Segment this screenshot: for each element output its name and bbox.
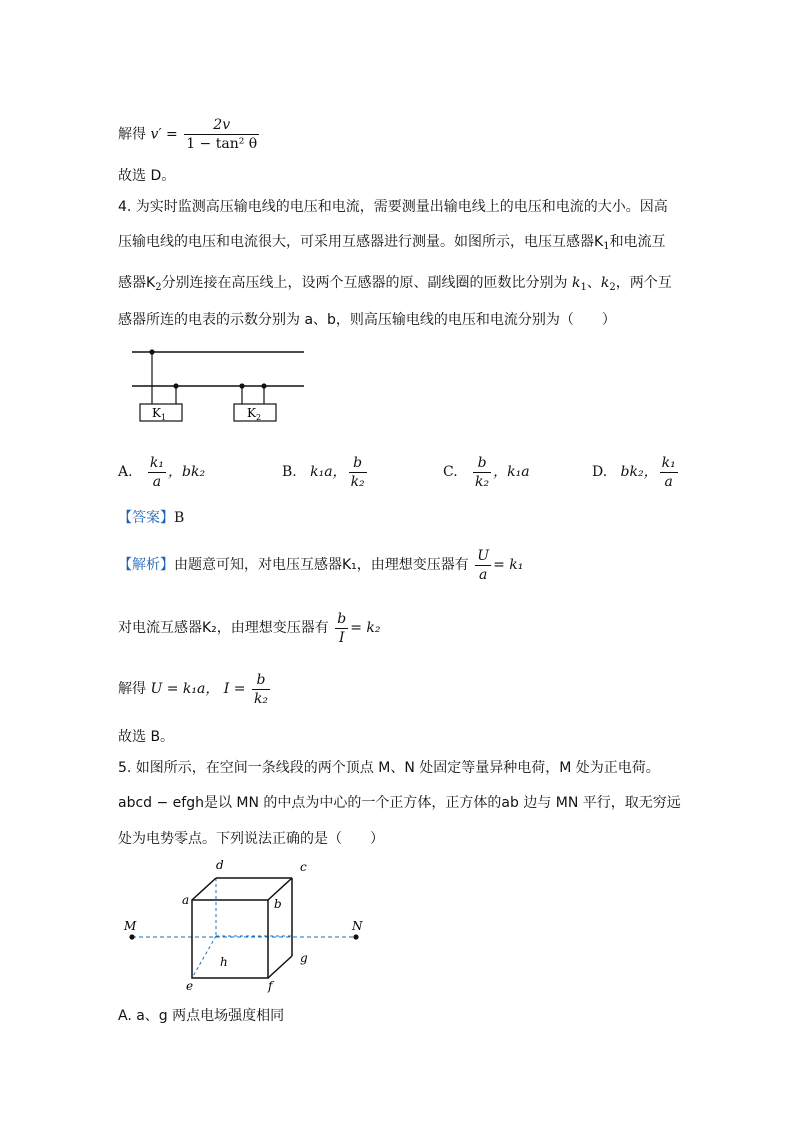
option-d[interactable] — [592, 452, 680, 492]
sub: 2 — [609, 282, 616, 293]
option-b[interactable] — [282, 452, 369, 492]
k2: k — [600, 275, 610, 291]
numerator: 2v — [184, 116, 259, 135]
q4-line2 — [118, 232, 666, 257]
numerator: U — [477, 547, 490, 564]
denominator: k₂ — [475, 473, 490, 490]
label-h: h — [220, 955, 228, 969]
option-rest: ，bk₂ — [168, 464, 206, 480]
q4-line3-text: 感器K — [118, 275, 156, 291]
label-d: d — [216, 858, 224, 872]
option-pre: k₁a， — [310, 464, 347, 480]
q4-line3-end: ，两个互 — [615, 275, 672, 291]
denominator: a — [478, 566, 488, 583]
equation-rhs: = k₂ — [350, 620, 381, 636]
label-g: g — [300, 951, 308, 965]
option-letter: D. — [592, 464, 608, 480]
lhs: v′ = — [150, 126, 178, 143]
k1: k — [572, 275, 581, 291]
option-a[interactable] — [118, 452, 205, 492]
k2-sub: 2 — [255, 413, 262, 422]
sub: 2 — [155, 282, 162, 293]
analysis-text: 对电流互感器K₂，由理想变压器有 — [118, 620, 329, 636]
label-M: M — [124, 919, 137, 933]
denominator: 1 − tan² θ — [186, 136, 258, 152]
q4-line2-tail: 和电流互 — [609, 234, 666, 250]
k2-label: K — [247, 406, 256, 420]
answer-value: B — [174, 510, 185, 526]
numerator: b — [473, 454, 491, 473]
fraction — [148, 454, 166, 491]
solve-i: I = — [223, 681, 246, 697]
label-N: N — [352, 919, 363, 933]
sub: 1 — [580, 282, 587, 293]
label-c: c — [300, 860, 307, 874]
equation-rhs: = k₁ — [493, 557, 524, 573]
solve-line-prev — [118, 116, 261, 153]
analysis-tag: 【解析】 — [118, 557, 174, 573]
cube-diagram — [118, 856, 378, 996]
k1-label: K — [152, 406, 161, 420]
choose-b: 故选 B。 — [118, 729, 175, 745]
fraction — [473, 454, 491, 491]
label-f: f — [268, 979, 273, 993]
q4-line3-tail: 分别连接在高压线上，设两个互感器的原、副线圈的匝数比分别为 — [161, 275, 568, 291]
fraction — [184, 116, 259, 153]
analysis-text: 由题意可知，对电压互感器K₁，由理想变压器有 — [174, 557, 469, 573]
q4-line2-text: 压输电线的电压和电流很大，可采用互感器进行测量。如图所示，电压互感器K — [118, 234, 604, 250]
denominator: k₂ — [350, 473, 365, 490]
denominator: a — [664, 473, 673, 490]
option-c[interactable] — [443, 452, 530, 492]
option-pre: bk₂， — [620, 464, 658, 480]
analysis-line-2 — [118, 608, 381, 648]
q5-option-a[interactable]: A. a、g 两点电场强度相同 — [118, 1008, 285, 1024]
option-rest: ，k₁a — [493, 464, 530, 480]
label-e: e — [186, 979, 194, 993]
fraction — [475, 547, 491, 584]
option-letter: A. — [118, 464, 133, 480]
fraction — [660, 454, 678, 491]
option-letter: B. — [282, 464, 297, 480]
fraction — [335, 610, 348, 647]
q4-line3 — [118, 273, 672, 298]
answer-line — [118, 508, 184, 528]
answer-tag: 【答案】 — [118, 510, 174, 526]
sub: 1 — [603, 241, 610, 252]
analysis-line-1 — [118, 545, 523, 585]
solve-u: U = k₁a， — [150, 681, 220, 697]
option-letter: C. — [443, 464, 458, 480]
label-b: b — [274, 897, 282, 911]
numerator: b — [349, 454, 367, 473]
denominator: a — [152, 473, 162, 490]
solve-prefix: 解得 — [118, 681, 146, 697]
q5-line1: 5. 如图所示，在空间一条线段的两个顶点 M、N 处固定等量异种电荷，M 处为正电荷。 — [118, 760, 660, 776]
solve-prefix: 解得 — [118, 126, 146, 143]
choose-d: 故选 D。 — [118, 168, 176, 184]
sep: 、 — [586, 275, 601, 291]
numerator: b — [252, 671, 270, 690]
q4-line4: 感器所连的电表的示数分别为 a、b，则高压输电线的电压和电流分别为（ ） — [118, 312, 616, 328]
solve-line — [118, 669, 272, 709]
fraction — [349, 454, 367, 491]
q5-line2: abcd − efgh是以 MN 的中点为中心的一个正方体，正方体的ab 边与 MN 平行，取无穷远 — [118, 795, 681, 811]
numerator: k₁ — [661, 454, 676, 471]
denominator: I — [338, 629, 345, 646]
label-a: a — [182, 893, 190, 907]
numerator: b — [337, 610, 347, 627]
fraction — [252, 671, 270, 708]
k1-sub: 1 — [160, 413, 167, 422]
transformer-diagram — [126, 340, 316, 426]
denominator: k₂ — [253, 690, 269, 707]
numerator: k₁ — [149, 454, 165, 471]
q4-line1: 4. 为实时监测高压输电线的电压和电流，需要测量出输电线上的电压和电流的大小。因高 — [118, 199, 668, 215]
q5-line3: 处为电势零点。下列说法正确的是（ ） — [118, 831, 384, 847]
